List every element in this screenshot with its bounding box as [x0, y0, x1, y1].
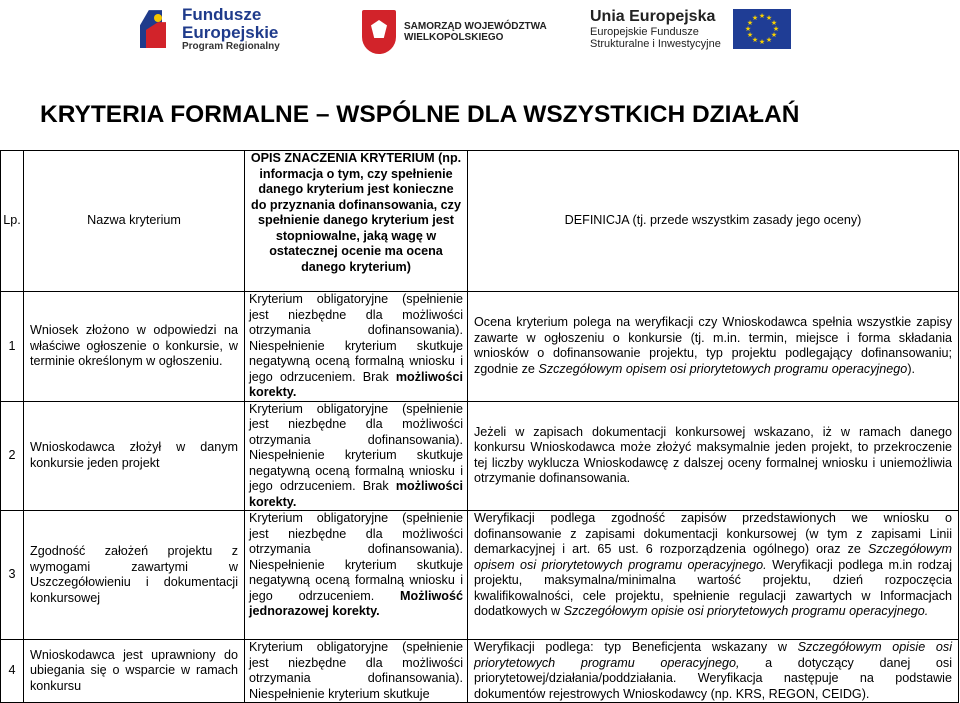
fe-logo-line1: Fundusze: [182, 5, 262, 24]
row-opis: Kryterium obligatoryjne (spełnienie jest niezbędne dla możliwości otrzymania dofinansowania). Niespełnienie kryterium skutkuje: [245, 640, 468, 703]
row-lp: 4: [1, 640, 24, 703]
ue-logo-line1: Unia Europejska: [590, 8, 716, 25]
table-row: [1, 292, 959, 402]
logo-bar: [0, 0, 960, 80]
eagle-shield-icon: [362, 10, 396, 54]
row-name: Zgodność założeń projektu z wymogami zawartymi w Uszczegółowieniu i dokumentacji konkursowej: [24, 511, 245, 640]
row-lp: 2: [1, 401, 24, 511]
row-name: Wnioskodawca jest uprawniony do ubiegania się o wsparcie w ramach konkursu: [24, 640, 245, 703]
row-name: Wniosek złożono w odpowiedzi na właściwe ogłoszenie o konkursie, w terminie określonym w ogłoszeniu.: [24, 292, 245, 402]
header-name: Nazwa kryterium: [24, 151, 245, 292]
row-def: Weryfikacji podlega: typ Beneficjenta wskazany w Szczegółowym opisie osi priorytetowych programu operacyjnego, a dotyczący danej osi priorytetowej/działania/poddziałania. Weryfikacja następuje na podstawie dokumentów rejestrowych Wnioskodawcy (np. KRS, REGON, CEIDG).: [468, 640, 959, 703]
row-def: Jeżeli w zapisach dokumentacji konkursowej wskazano, iż w ramach danego konkursu Wnioskodawca może złożyć maksymalnie jeden projekt, to przekroczenie tej liczby wyklucza Wnioskodawcę z dalszej oceny formalnej wniosku i uniemożliwia otrzymanie dofinansowania.: [468, 401, 959, 511]
ue-logo-line2: Europejskie Fundusze: [590, 25, 699, 38]
header-def: DEFINICJA (tj. przede wszystkim zasady jego oceny): [468, 151, 959, 292]
header-opis: OPIS ZNACZENIA KRYTERIUM (np. informacja o tym, czy spełnienie danego kryterium jest konieczne do przyznania dofinansowania, czy spełnienie danego kryterium jest stopniowalne, jaką wagę w ostatecznej ocenie ma ocena danego kryterium): [245, 151, 468, 292]
row-name: Wnioskodawca złożył w danym konkursie jeden projekt: [24, 401, 245, 511]
table-header-row: [1, 151, 959, 292]
header-lp: Lp.: [1, 151, 24, 292]
ue-logo-line3: Strukturalne i Inwestycyjne: [590, 37, 721, 50]
row-def: Weryfikacji podlega zgodność zapisów przedstawionych we wniosku o dofinansowanie z zapisami dokumentacji konkursowej (w tym z zapisami Linii demarkacyjnej i art. 65 ust. 6 rozporządzenia ogólnego) oraz ze Szczegółowym opisem osi priorytetowych programu operacyjnego. Weryfikacji podlega m.in rodzaj projektu, maksymalna/minimalna wartość projektu, dzień rozpoczęcia kwalifikowalności, cele projektu, spełnienie regulacji zawartych w Informacjach dodatkowych w Szczegółowym opisie osi priorytetowych programu operacyjnego.: [468, 511, 959, 640]
page-title: KRYTERIA FORMALNE – WSPÓLNE DLA WSZYSTKICH DZIAŁAŃ: [40, 101, 800, 128]
fe-logo-line3: Program Regionalny: [182, 40, 280, 52]
samorzad-logo-line2: WIELKOPOLSKIEGO: [404, 32, 504, 43]
row-opis: Kryterium obligatoryjne (spełnienie jest niezbędne dla możliwości otrzymania dofinansowania). Niespełnienie kryterium skutkuje negatywną oceną formalną wniosku i jego odrzuceniem. Brak możliwości korekty.: [245, 292, 468, 402]
table-row: [1, 401, 959, 511]
fe-logo-line2: Europejskie: [182, 22, 279, 42]
table-row: [1, 511, 959, 640]
row-opis: Kryterium obligatoryjne (spełnienie jest niezbędne dla możliwości otrzymania dofinansowania). Niespełnienie kryterium skutkuje negatywną oceną formalną wniosku i jego odrzuceniem. Możliwość jednorazowej korekty.: [245, 511, 468, 640]
row-lp: 3: [1, 511, 24, 640]
fundusze-europejskie-mark-icon: [140, 6, 174, 52]
row-def: Ocena kryterium polega na weryfikacji czy Wnioskodawca spełnia wszystkie zapisy zawarte w ogłoszeniu o konkursie (tj. m.in. termin, miejsce i forma składania wniosków o dofinansowanie projektu, typ projektu podlegający dofinansowaniu; zgodnie ze Szczegółowym opisem osi priorytetowych programu operacyjnego).: [468, 292, 959, 402]
eu-flag-icon: ★ ★ ★ ★ ★ ★ ★ ★ ★ ★ ★ ★: [733, 9, 791, 49]
samorzad-logo-line1: SAMORZĄD WOJEWÓDZTWA: [404, 20, 547, 32]
criteria-table: [0, 150, 959, 703]
fundusze-europejskie-logo: [140, 6, 280, 52]
row-opis: Kryterium obligatoryjne (spełnienie jest niezbędne dla możliwości otrzymania dofinansowania). Niespełnienie kryterium skutkuje negatywną oceną formalną wniosku i jego odrzuceniem. Brak możliwości korekty.: [245, 401, 468, 511]
row-lp: 1: [1, 292, 24, 402]
samorzad-logo: [362, 10, 547, 54]
table-row: [1, 640, 959, 703]
ue-logo: [590, 8, 791, 50]
